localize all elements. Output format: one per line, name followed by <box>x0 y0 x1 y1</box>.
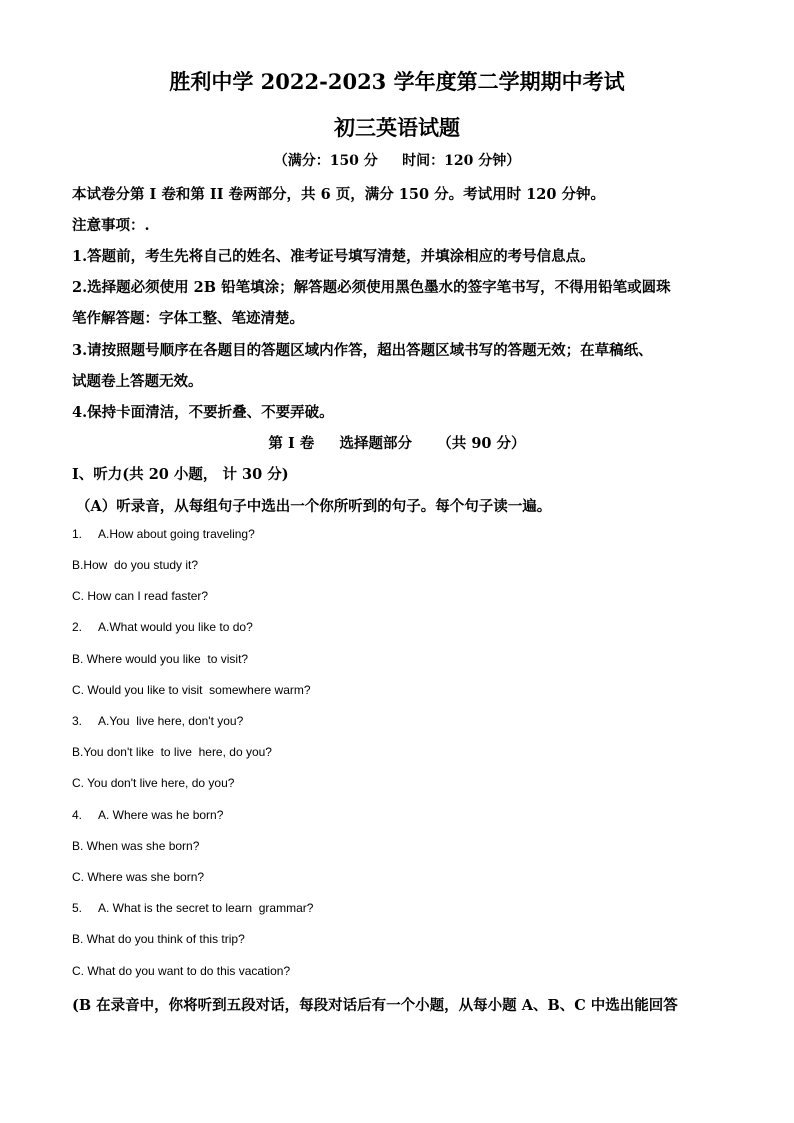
note-item: 3.请按照题号顺序在各题目的答题区域内作答，超出答题区域书写的答题无效；在草稿纸、 <box>72 342 653 359</box>
option-text: A.You live here, don't you? <box>98 714 244 728</box>
question-number: 5. <box>72 901 83 915</box>
question-option-a <box>72 714 243 728</box>
note-item: 试题卷上答题无效。 <box>72 373 203 390</box>
part-one-heading: 第 I 卷 选择题部分 （共 90 分） <box>268 435 526 452</box>
note-item: 笔作解答题：字体工整、笔迹清楚。 <box>72 310 304 327</box>
listening-section-heading: I、听力(共 20 小题， 计 30 分) <box>72 466 289 483</box>
option-text: A. What is the secret to learn grammar? <box>98 901 314 915</box>
option-text: A.What would you like to do? <box>98 620 253 634</box>
question-number: 4. <box>72 808 83 822</box>
question-option-c: C. What do you want to do this vacation? <box>72 964 291 978</box>
question-option-b: B.How do you study it? <box>72 558 199 572</box>
question-option-b: B. Where would you like to visit? <box>72 652 249 666</box>
question-option-b: B.You don't like to live here, do you? <box>72 745 272 759</box>
score-time-info: （满分：150 分 时间：120 分钟） <box>273 153 521 169</box>
note-item: 2.选择题必须使用 2B 铅笔填涂；解答题必须使用黑色墨水的签字笔书写，不得用铅笔或圆珠 <box>72 279 671 296</box>
intro-text: 本试卷分第 I 卷和第 II 卷两部分，共 6 页，满分 150 分。考试用时 120 分钟。 <box>72 186 605 203</box>
option-text: A. Where was he born? <box>98 808 224 822</box>
section-a-instruction: （A）听录音，从每组句子中选出一个你所听到的句子。每个句子读一遍。 <box>76 498 552 515</box>
exam-title: 胜利中学 2022-2023 学年度第二学期期中考试 <box>169 69 625 94</box>
option-text: A.How about going traveling? <box>98 527 255 541</box>
question-number: 3. <box>72 714 83 728</box>
exam-subtitle: 初三英语试题 <box>334 115 460 140</box>
question-option-c: C. How can I read faster? <box>72 589 209 603</box>
section-b-instruction: (B 在录音中，你将听到五段对话，每段对话后有一个小题，从每小题 A、B、C 中选出能回答 <box>72 997 678 1014</box>
question-number: 1. <box>72 527 83 541</box>
question-option-a <box>72 901 313 915</box>
question-number: 2. <box>72 620 83 634</box>
question-option-b: B. When was she born? <box>72 839 200 853</box>
question-option-c: C. Where was she born? <box>72 870 205 884</box>
question-option-b: B. What do you think of this trip? <box>72 932 245 946</box>
question-option-a <box>72 620 253 634</box>
question-option-c: C. You don't live here, do you? <box>72 776 235 790</box>
question-option-a <box>72 808 223 822</box>
note-item: 1.答题前，考生先将自己的姓名、准考证号填写清楚，并填涂相应的考号信息点。 <box>72 248 595 265</box>
note-item: 4.保持卡面清洁，不要折叠、不要弄破。 <box>72 404 334 421</box>
question-option-a <box>72 527 255 541</box>
notes-heading: 注意事项：. <box>72 217 150 234</box>
question-option-c: C. Would you like to visit somewhere warm? <box>72 683 311 697</box>
